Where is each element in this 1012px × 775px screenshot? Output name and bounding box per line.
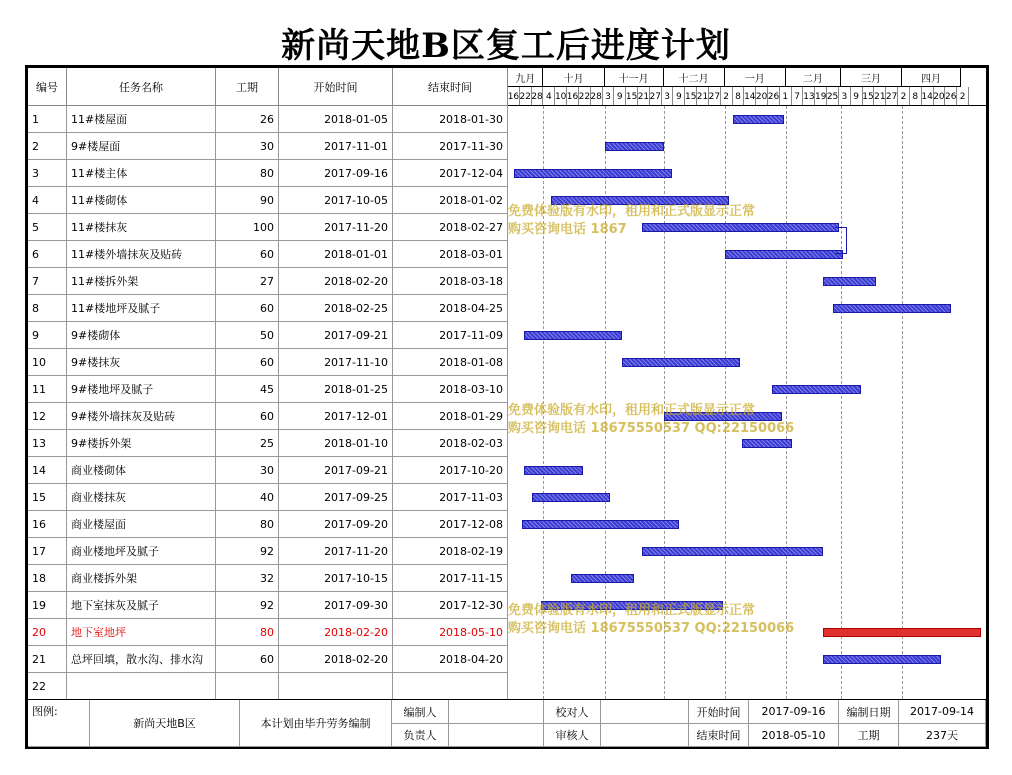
watermark-3-line1: 免费体验版有水印，租用和正式版显示正常 [508,603,756,618]
table-row[interactable] [28,646,508,673]
day-tick-label: 28 [591,87,603,106]
cell-name: 9#楼地坪及腻子 [67,376,216,403]
cell-name: 11#楼外墙抹灰及贴砖 [67,241,216,268]
cell-start: 2018-01-25 [279,376,393,403]
month-label: 十二月 [664,68,725,87]
cell-duration: 60 [216,295,279,322]
task-bar[interactable] [725,250,843,259]
cell-id: 13 [28,430,67,457]
table-row[interactable] [28,241,508,268]
cell-end: 2018-01-08 [393,349,508,376]
day-tick-label: 21 [874,87,886,106]
cell-id: 12 [28,403,67,430]
cell-duration: 90 [216,187,279,214]
cell-duration: 40 [216,484,279,511]
cell-name: 商业楼屋面 [67,511,216,538]
cell-end: 2018-01-29 [393,403,508,430]
month-label: 四月 [902,68,961,87]
cell-duration: 60 [216,241,279,268]
end-label: 结束时间 [689,724,749,747]
timeline-header-divider [508,105,986,106]
editor-value [449,700,544,724]
cell-name: 商业楼拆外架 [67,565,216,592]
cell-end: 2017-10-20 [393,457,508,484]
cell-start: 2017-10-05 [279,187,393,214]
cell-start: 2018-01-05 [279,106,393,133]
footer [28,699,986,747]
end-value: 2018-05-10 [749,724,839,747]
cell-start: 2017-09-16 [279,160,393,187]
day-tick-label: 20 [934,87,946,106]
legend-label: 图例: [28,700,90,747]
cell-end: 2018-01-02 [393,187,508,214]
owner-label: 负责人 [392,724,449,747]
watermark-2-line1: 免费体验版有水印，租用和正式版显示正常 [508,403,756,418]
cell-start: 2017-10-15 [279,565,393,592]
day-tick-label: 14 [922,87,934,106]
cell-id: 7 [28,268,67,295]
cell-start: 2018-01-01 [279,241,393,268]
footer-compiled-note: 本计划由毕升劳务编制 [240,700,392,747]
task-bar[interactable] [605,142,664,151]
date-label: 编制日期 [839,700,899,724]
cell-name: 11#楼主体 [67,160,216,187]
cell-name: 9#楼屋面 [67,133,216,160]
day-tick-label: 21 [697,87,709,106]
reviewer-label: 审核人 [544,724,601,747]
cell-duration: 30 [216,457,279,484]
table-row[interactable] [28,133,508,160]
cell-duration: 60 [216,349,279,376]
cell-end: 2018-05-10 [393,619,508,646]
cell-id: 21 [28,646,67,673]
day-tick-label: 21 [638,87,650,106]
cell-start: 2017-11-10 [279,349,393,376]
watermark-1-line1: 免费体验版有水印，租用和正式版显示正常 [508,204,756,219]
gantt-frame [25,65,989,749]
task-bar[interactable] [622,358,740,367]
cell-start: 2017-11-20 [279,214,393,241]
cell-end: 2018-02-19 [393,538,508,565]
cell-name: 总坪回填，散水沟、排水沟 [67,646,216,673]
cell-name: 地下室抹灰及腻子 [67,592,216,619]
col-header-end: 结束时间 [393,68,508,106]
checker-label: 校对人 [544,700,601,724]
cell-name: 11#楼地坪及腻子 [67,295,216,322]
footer-project: 新尚天地B区 [90,700,240,747]
month-label: 一月 [725,68,786,87]
cell-id: 16 [28,511,67,538]
day-tick-label: 27 [709,87,721,106]
table-row[interactable] [28,106,508,133]
day-tick-label: 1 [780,87,792,106]
start-value: 2017-09-16 [749,700,839,724]
task-bar[interactable] [733,115,784,124]
cell-name: 9#楼外墙抹灰及贴砖 [67,403,216,430]
day-tick-label: 19 [815,87,827,106]
table-row[interactable] [28,538,508,565]
cell-id: 15 [28,484,67,511]
month-label: 十月 [543,68,604,87]
table-row[interactable] [28,565,508,592]
cell-end: 2018-02-03 [393,430,508,457]
watermark-1 [508,203,755,239]
task-bar[interactable] [514,169,672,178]
watermark-3-line2: 购买咨询电话 18675550537 QQ:22150066 [508,621,795,636]
cell-start: 2018-02-20 [279,268,393,295]
month-label: 二月 [786,68,841,87]
cell-start: 2017-09-30 [279,592,393,619]
day-tick-label: 26 [768,87,780,106]
checker-value [601,700,689,724]
day-tick-label: 4 [543,87,555,106]
cell-id: 17 [28,538,67,565]
cell-name: 商业楼抹灰 [67,484,216,511]
cell-end: 2017-11-30 [393,133,508,160]
cell-name: 11#楼屋面 [67,106,216,133]
cell-start: 2018-02-20 [279,619,393,646]
table-row[interactable] [28,295,508,322]
day-tick-label: 3 [839,87,851,106]
table-row[interactable] [28,376,508,403]
cell-name: 11#楼砌体 [67,187,216,214]
day-tick-label: 3 [603,87,615,106]
cell-id: 6 [28,241,67,268]
day-tick-label: 26 [945,87,957,106]
month-gridline [902,106,903,699]
cell-end: 2018-04-25 [393,295,508,322]
cell-start: 2017-11-01 [279,133,393,160]
cell-id: 19 [28,592,67,619]
task-bar[interactable] [833,304,951,313]
reviewer-value [601,724,689,747]
day-tick-label: 25 [827,87,839,106]
cell-id: 8 [28,295,67,322]
day-tick-label: 8 [733,87,745,106]
cell-duration: 25 [216,430,279,457]
table-row[interactable] [28,187,508,214]
cell-name [67,673,216,700]
cell-end: 2017-11-03 [393,484,508,511]
cell-end: 2018-03-01 [393,241,508,268]
day-tick-label: 7 [792,87,804,106]
task-bar[interactable] [823,655,941,664]
cell-end: 2017-11-09 [393,322,508,349]
cell-start: 2017-11-20 [279,538,393,565]
table-row[interactable] [28,214,508,241]
task-bar[interactable] [823,628,981,637]
cell-start: 2018-02-20 [279,646,393,673]
table-row[interactable] [28,322,508,349]
day-tick-label: 15 [685,87,697,106]
task-bar[interactable] [571,574,634,583]
start-label: 开始时间 [689,700,749,724]
cell-end: 2018-03-18 [393,268,508,295]
day-tick-label: 3 [662,87,674,106]
cell-id: 5 [28,214,67,241]
col-header-duration: 工期 [216,68,279,106]
table-row[interactable] [28,349,508,376]
cell-duration: 32 [216,565,279,592]
month-label: 三月 [841,68,902,87]
cell-start: 2017-09-25 [279,484,393,511]
table-row[interactable] [28,457,508,484]
cell-name: 商业楼地坪及腻子 [67,538,216,565]
table-row[interactable] [28,592,508,619]
day-tick-label: 27 [886,87,898,106]
cell-name: 11#楼拆外架 [67,268,216,295]
cell-start: 2017-09-20 [279,511,393,538]
cell-end: 2018-02-27 [393,214,508,241]
cell-name: 9#楼拆外架 [67,430,216,457]
col-header-id: 编号 [28,68,67,106]
duration-label: 工期 [839,724,899,747]
day-tick-label: 15 [863,87,875,106]
task-bar[interactable] [532,493,611,502]
day-tick-label: 2 [957,87,969,106]
table-row[interactable] [28,484,508,511]
table-row[interactable] [28,268,508,295]
day-tick-label: 28 [532,87,544,106]
task-bar[interactable] [772,385,861,394]
day-tick-label: 27 [650,87,662,106]
cell-end: 2017-12-08 [393,511,508,538]
cell-end: 2018-04-20 [393,646,508,673]
cell-duration [216,673,279,700]
day-tick-label: 8 [910,87,922,106]
editor-label: 编制人 [392,700,449,724]
cell-name: 9#楼抹灰 [67,349,216,376]
task-bar[interactable] [522,520,680,529]
cell-duration: 26 [216,106,279,133]
month-label: 九月 [508,68,543,87]
owner-value [449,724,544,747]
cell-duration: 30 [216,133,279,160]
cell-duration: 27 [216,268,279,295]
duration-value: 237天 [899,724,986,747]
watermark-2-line2: 购买咨询电话 18675550537 QQ:22150066 [508,421,795,436]
task-bar[interactable] [742,439,791,448]
cell-id: 14 [28,457,67,484]
cell-id: 10 [28,349,67,376]
day-tick-label: 22 [579,87,591,106]
cell-duration: 50 [216,322,279,349]
watermark-2 [508,402,794,438]
cell-end [393,673,508,700]
table-row[interactable] [28,430,508,457]
day-tick-label: 9 [614,87,626,106]
cell-name: 地下室地坪 [67,619,216,646]
day-tick-label: 13 [804,87,816,106]
cell-duration: 80 [216,160,279,187]
cell-duration: 92 [216,592,279,619]
cell-start: 2017-09-21 [279,322,393,349]
cell-duration: 60 [216,403,279,430]
task-bar[interactable] [823,277,876,286]
month-label: 十一月 [605,68,664,87]
cell-duration: 80 [216,511,279,538]
table-row[interactable] [28,160,508,187]
day-tick-label: 2 [898,87,910,106]
cell-id: 4 [28,187,67,214]
table-row[interactable] [28,619,508,646]
col-header-start: 开始时间 [279,68,393,106]
table-row[interactable] [28,673,508,700]
watermark-3 [508,602,794,638]
cell-id: 20 [28,619,67,646]
cell-id: 3 [28,160,67,187]
cell-name: 11#楼抹灰 [67,214,216,241]
cell-end: 2017-12-04 [393,160,508,187]
col-header-name: 任务名称 [67,68,216,106]
day-tick-label: 15 [626,87,638,106]
cell-id: 9 [28,322,67,349]
task-bar[interactable] [524,331,623,340]
cell-name: 商业楼砌体 [67,457,216,484]
task-bar[interactable] [524,466,583,475]
day-tick-label: 2 [721,87,733,106]
cell-id: 11 [28,376,67,403]
cell-duration: 100 [216,214,279,241]
cell-end: 2018-01-30 [393,106,508,133]
cell-id: 18 [28,565,67,592]
cell-start: 2017-12-01 [279,403,393,430]
cell-duration: 92 [216,538,279,565]
cell-duration: 60 [216,646,279,673]
day-tick-label: 10 [555,87,567,106]
cell-end: 2018-03-10 [393,376,508,403]
cell-start: 2018-01-10 [279,430,393,457]
day-tick-label: 14 [744,87,756,106]
table-row[interactable] [28,511,508,538]
cell-start [279,673,393,700]
page-title: 新尚天地B区复工后进度计划 [281,26,731,66]
cell-end: 2017-11-15 [393,565,508,592]
cell-id: 2 [28,133,67,160]
cell-id: 1 [28,106,67,133]
day-tick-label: 16 [567,87,579,106]
cell-duration: 80 [216,619,279,646]
cell-start: 2018-02-25 [279,295,393,322]
task-bar[interactable] [642,547,823,556]
day-tick-label: 20 [756,87,768,106]
date-value: 2017-09-14 [899,700,986,724]
day-tick-label: 9 [851,87,863,106]
day-tick-label: 9 [673,87,685,106]
day-tick-label: 22 [520,87,532,106]
month-gridline [841,106,842,699]
cell-start: 2017-09-21 [279,457,393,484]
day-tick-label: 16 [508,87,520,106]
dependency-connector [835,227,847,254]
table-row[interactable] [28,403,508,430]
cell-duration: 45 [216,376,279,403]
watermark-1-line2: 购买咨询电话 1867 [508,222,627,237]
cell-end: 2017-12-30 [393,592,508,619]
cell-id: 22 [28,673,67,700]
cell-name: 9#楼砌体 [67,322,216,349]
